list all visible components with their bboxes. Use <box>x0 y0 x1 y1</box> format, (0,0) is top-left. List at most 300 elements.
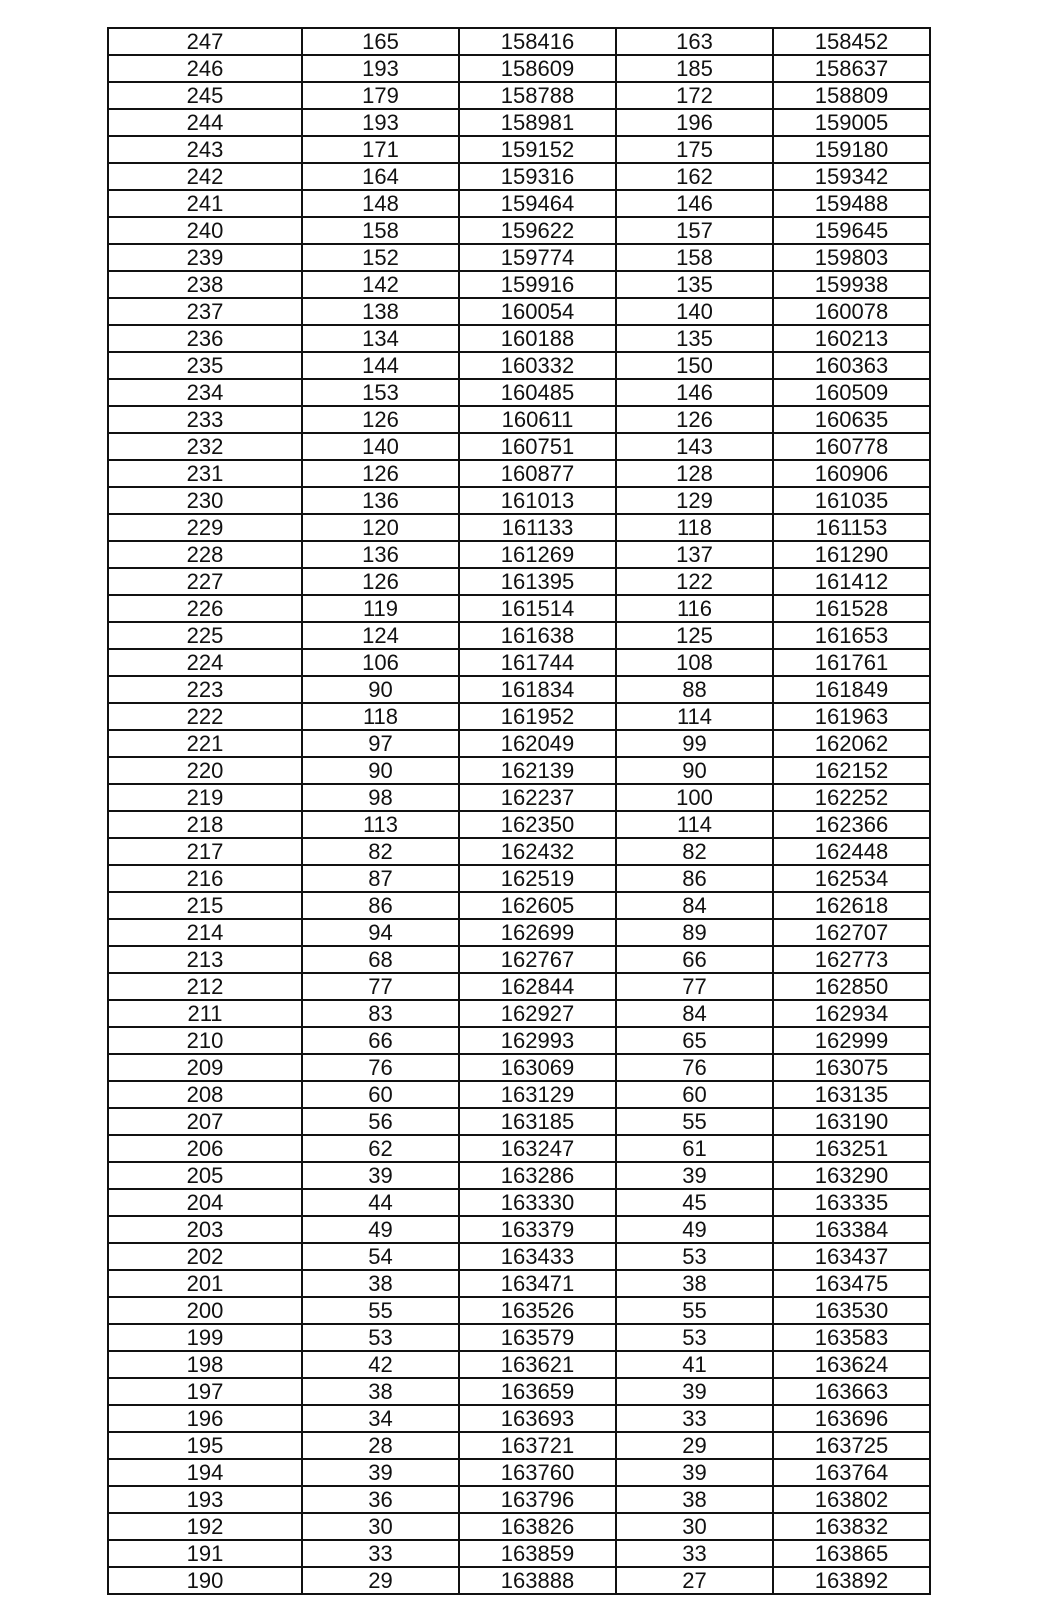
cumulative-cell: 160611 <box>459 406 616 433</box>
score-cell: 205 <box>108 1162 302 1189</box>
count-cell: 126 <box>302 460 459 487</box>
cumulative-cell: 161744 <box>459 649 616 676</box>
count-cell: 126 <box>302 568 459 595</box>
count-cell-2: 89 <box>616 919 773 946</box>
cumulative-cell-2: 161528 <box>773 595 930 622</box>
table-row <box>108 514 930 541</box>
cumulative-cell-2: 163384 <box>773 1216 930 1243</box>
cumulative-cell-2: 161963 <box>773 703 930 730</box>
cumulative-cell-2: 158637 <box>773 55 930 82</box>
table-row <box>108 298 930 325</box>
count-cell: 142 <box>302 271 459 298</box>
table-row <box>108 1000 930 1027</box>
score-cell: 239 <box>108 244 302 271</box>
cumulative-cell: 160485 <box>459 379 616 406</box>
count-cell: 87 <box>302 865 459 892</box>
cumulative-cell-2: 163437 <box>773 1243 930 1270</box>
count-cell-2: 76 <box>616 1054 773 1081</box>
table-row <box>108 1378 930 1405</box>
table-row <box>108 973 930 1000</box>
cumulative-cell: 159774 <box>459 244 616 271</box>
score-cell: 201 <box>108 1270 302 1297</box>
cumulative-cell: 160188 <box>459 325 616 352</box>
score-cell: 203 <box>108 1216 302 1243</box>
count-cell-2: 162 <box>616 163 773 190</box>
score-distribution-table <box>107 27 931 1595</box>
cumulative-cell-2: 163892 <box>773 1567 930 1594</box>
score-cell: 242 <box>108 163 302 190</box>
count-cell-2: 129 <box>616 487 773 514</box>
score-cell: 231 <box>108 460 302 487</box>
table-row <box>108 217 930 244</box>
cumulative-cell-2: 162062 <box>773 730 930 757</box>
cumulative-cell: 158788 <box>459 82 616 109</box>
count-cell-2: 140 <box>616 298 773 325</box>
score-cell: 247 <box>108 28 302 55</box>
table-row <box>108 1459 930 1486</box>
cumulative-cell-2: 160778 <box>773 433 930 460</box>
score-cell: 190 <box>108 1567 302 1594</box>
count-cell: 38 <box>302 1270 459 1297</box>
cumulative-cell-2: 162850 <box>773 973 930 1000</box>
cumulative-cell: 163721 <box>459 1432 616 1459</box>
cumulative-cell-2: 163290 <box>773 1162 930 1189</box>
count-cell: 158 <box>302 217 459 244</box>
table-row <box>108 136 930 163</box>
cumulative-cell: 163796 <box>459 1486 616 1513</box>
count-cell-2: 55 <box>616 1297 773 1324</box>
cumulative-cell-2: 163530 <box>773 1297 930 1324</box>
count-cell: 42 <box>302 1351 459 1378</box>
count-cell: 33 <box>302 1540 459 1567</box>
table-row <box>108 1081 930 1108</box>
count-cell-2: 60 <box>616 1081 773 1108</box>
cumulative-cell-2: 159938 <box>773 271 930 298</box>
count-cell-2: 84 <box>616 1000 773 1027</box>
cumulative-cell: 162927 <box>459 1000 616 1027</box>
table-row <box>108 1324 930 1351</box>
table-row <box>108 649 930 676</box>
cumulative-cell-2: 163764 <box>773 1459 930 1486</box>
count-cell-2: 114 <box>616 811 773 838</box>
count-cell: 113 <box>302 811 459 838</box>
count-cell-2: 27 <box>616 1567 773 1594</box>
count-cell-2: 88 <box>616 676 773 703</box>
count-cell-2: 137 <box>616 541 773 568</box>
table-row <box>108 433 930 460</box>
cumulative-cell: 163659 <box>459 1378 616 1405</box>
cumulative-cell-2: 163802 <box>773 1486 930 1513</box>
cumulative-cell: 163579 <box>459 1324 616 1351</box>
cumulative-cell: 163433 <box>459 1243 616 1270</box>
cumulative-cell-2: 160078 <box>773 298 930 325</box>
score-cell: 217 <box>108 838 302 865</box>
score-cell: 193 <box>108 1486 302 1513</box>
table-row <box>108 244 930 271</box>
count-cell-2: 39 <box>616 1459 773 1486</box>
count-cell: 82 <box>302 838 459 865</box>
cumulative-cell-2: 162618 <box>773 892 930 919</box>
count-cell-2: 185 <box>616 55 773 82</box>
cumulative-cell-2: 162707 <box>773 919 930 946</box>
table-row <box>108 1432 930 1459</box>
cumulative-cell: 161834 <box>459 676 616 703</box>
cumulative-cell-2: 162152 <box>773 757 930 784</box>
cumulative-cell: 161514 <box>459 595 616 622</box>
cumulative-cell-2: 158809 <box>773 82 930 109</box>
count-cell: 171 <box>302 136 459 163</box>
count-cell-2: 196 <box>616 109 773 136</box>
table-row <box>108 1243 930 1270</box>
score-cell: 196 <box>108 1405 302 1432</box>
score-cell: 240 <box>108 217 302 244</box>
count-cell-2: 118 <box>616 514 773 541</box>
cumulative-cell: 162767 <box>459 946 616 973</box>
score-cell: 237 <box>108 298 302 325</box>
count-cell: 138 <box>302 298 459 325</box>
score-cell: 236 <box>108 325 302 352</box>
count-cell: 124 <box>302 622 459 649</box>
cumulative-cell: 163247 <box>459 1135 616 1162</box>
count-cell: 39 <box>302 1459 459 1486</box>
count-cell: 94 <box>302 919 459 946</box>
cumulative-cell-2: 162448 <box>773 838 930 865</box>
cumulative-cell-2: 161290 <box>773 541 930 568</box>
cumulative-cell: 161952 <box>459 703 616 730</box>
cumulative-cell: 158609 <box>459 55 616 82</box>
count-cell: 126 <box>302 406 459 433</box>
score-cell: 194 <box>108 1459 302 1486</box>
count-cell-2: 45 <box>616 1189 773 1216</box>
count-cell-2: 82 <box>616 838 773 865</box>
count-cell: 55 <box>302 1297 459 1324</box>
cumulative-cell: 162139 <box>459 757 616 784</box>
cumulative-cell: 161395 <box>459 568 616 595</box>
cumulative-cell: 159622 <box>459 217 616 244</box>
count-cell-2: 61 <box>616 1135 773 1162</box>
cumulative-cell-2: 161153 <box>773 514 930 541</box>
cumulative-cell-2: 163135 <box>773 1081 930 1108</box>
count-cell-2: 86 <box>616 865 773 892</box>
table-row <box>108 406 930 433</box>
cumulative-cell: 160877 <box>459 460 616 487</box>
table-row <box>108 379 930 406</box>
table-row <box>108 163 930 190</box>
cumulative-cell: 163621 <box>459 1351 616 1378</box>
cumulative-cell: 163760 <box>459 1459 616 1486</box>
count-cell: 49 <box>302 1216 459 1243</box>
table-row <box>108 325 930 352</box>
table-row <box>108 28 930 55</box>
cumulative-cell-2: 163624 <box>773 1351 930 1378</box>
table-row <box>108 1054 930 1081</box>
cumulative-cell: 162049 <box>459 730 616 757</box>
cumulative-cell-2: 160635 <box>773 406 930 433</box>
count-cell-2: 84 <box>616 892 773 919</box>
cumulative-cell: 160332 <box>459 352 616 379</box>
count-cell-2: 38 <box>616 1486 773 1513</box>
count-cell: 34 <box>302 1405 459 1432</box>
count-cell-2: 30 <box>616 1513 773 1540</box>
count-cell-2: 53 <box>616 1324 773 1351</box>
score-cell: 230 <box>108 487 302 514</box>
cumulative-cell-2: 160906 <box>773 460 930 487</box>
table-row <box>108 622 930 649</box>
cumulative-cell: 162605 <box>459 892 616 919</box>
cumulative-cell-2: 163475 <box>773 1270 930 1297</box>
cumulative-cell-2: 160509 <box>773 379 930 406</box>
cumulative-cell-2: 163335 <box>773 1189 930 1216</box>
table-row <box>108 1162 930 1189</box>
table-row <box>108 1216 930 1243</box>
count-cell: 148 <box>302 190 459 217</box>
cumulative-cell-2: 162534 <box>773 865 930 892</box>
cumulative-cell-2: 161035 <box>773 487 930 514</box>
count-cell: 39 <box>302 1162 459 1189</box>
score-cell: 197 <box>108 1378 302 1405</box>
cumulative-cell: 163859 <box>459 1540 616 1567</box>
cumulative-cell: 161013 <box>459 487 616 514</box>
count-cell: 77 <box>302 973 459 1000</box>
count-cell-2: 135 <box>616 271 773 298</box>
count-cell: 152 <box>302 244 459 271</box>
cumulative-cell-2: 159803 <box>773 244 930 271</box>
count-cell: 106 <box>302 649 459 676</box>
count-cell-2: 38 <box>616 1270 773 1297</box>
table-row <box>108 190 930 217</box>
count-cell-2: 33 <box>616 1405 773 1432</box>
score-cell: 221 <box>108 730 302 757</box>
cumulative-cell-2: 163663 <box>773 1378 930 1405</box>
cumulative-cell-2: 162934 <box>773 1000 930 1027</box>
count-cell-2: 150 <box>616 352 773 379</box>
count-cell-2: 39 <box>616 1162 773 1189</box>
cumulative-cell: 163185 <box>459 1108 616 1135</box>
score-cell: 207 <box>108 1108 302 1135</box>
count-cell: 165 <box>302 28 459 55</box>
table-row <box>108 1189 930 1216</box>
cumulative-cell: 163330 <box>459 1189 616 1216</box>
cumulative-cell: 163471 <box>459 1270 616 1297</box>
count-cell: 36 <box>302 1486 459 1513</box>
count-cell: 38 <box>302 1378 459 1405</box>
cumulative-cell: 162350 <box>459 811 616 838</box>
count-cell: 90 <box>302 676 459 703</box>
cumulative-cell: 162699 <box>459 919 616 946</box>
table-row <box>108 1108 930 1135</box>
table-row <box>108 1135 930 1162</box>
table-row <box>108 730 930 757</box>
score-cell: 208 <box>108 1081 302 1108</box>
count-cell: 53 <box>302 1324 459 1351</box>
table-row <box>108 109 930 136</box>
count-cell-2: 126 <box>616 406 773 433</box>
score-cell: 216 <box>108 865 302 892</box>
count-cell: 29 <box>302 1567 459 1594</box>
count-cell-2: 90 <box>616 757 773 784</box>
table-row <box>108 55 930 82</box>
cumulative-cell: 158416 <box>459 28 616 55</box>
cumulative-cell: 162519 <box>459 865 616 892</box>
table-row <box>108 1486 930 1513</box>
table-row <box>108 271 930 298</box>
cumulative-cell: 163526 <box>459 1297 616 1324</box>
score-cell: 191 <box>108 1540 302 1567</box>
score-cell: 225 <box>108 622 302 649</box>
count-cell-2: 114 <box>616 703 773 730</box>
score-cell: 233 <box>108 406 302 433</box>
cumulative-cell: 163069 <box>459 1054 616 1081</box>
score-cell: 213 <box>108 946 302 973</box>
table-row <box>108 460 930 487</box>
count-cell: 144 <box>302 352 459 379</box>
cumulative-cell: 159316 <box>459 163 616 190</box>
count-cell: 83 <box>302 1000 459 1027</box>
cumulative-cell-2: 161761 <box>773 649 930 676</box>
count-cell-2: 128 <box>616 460 773 487</box>
table-row <box>108 595 930 622</box>
score-cell: 199 <box>108 1324 302 1351</box>
cumulative-cell: 162237 <box>459 784 616 811</box>
table-row <box>108 1351 930 1378</box>
cumulative-cell: 162993 <box>459 1027 616 1054</box>
count-cell-2: 55 <box>616 1108 773 1135</box>
count-cell-2: 157 <box>616 217 773 244</box>
table-row <box>108 919 930 946</box>
count-cell: 60 <box>302 1081 459 1108</box>
score-cell: 232 <box>108 433 302 460</box>
cumulative-cell: 161133 <box>459 514 616 541</box>
score-cell: 222 <box>108 703 302 730</box>
cumulative-cell: 163379 <box>459 1216 616 1243</box>
score-cell: 206 <box>108 1135 302 1162</box>
cumulative-cell: 162432 <box>459 838 616 865</box>
count-cell-2: 108 <box>616 649 773 676</box>
cumulative-cell: 160751 <box>459 433 616 460</box>
cumulative-cell: 159152 <box>459 136 616 163</box>
cumulative-cell-2: 159342 <box>773 163 930 190</box>
cumulative-cell: 160054 <box>459 298 616 325</box>
score-cell: 226 <box>108 595 302 622</box>
count-cell-2: 100 <box>616 784 773 811</box>
table-row <box>108 568 930 595</box>
score-cell: 241 <box>108 190 302 217</box>
cumulative-cell-2: 160213 <box>773 325 930 352</box>
table-row <box>108 487 930 514</box>
score-cell: 235 <box>108 352 302 379</box>
table-row <box>108 82 930 109</box>
score-cell: 198 <box>108 1351 302 1378</box>
count-cell: 97 <box>302 730 459 757</box>
score-cell: 211 <box>108 1000 302 1027</box>
table-row <box>108 676 930 703</box>
score-cell: 224 <box>108 649 302 676</box>
score-cell: 219 <box>108 784 302 811</box>
cumulative-cell-2: 159005 <box>773 109 930 136</box>
score-cell: 234 <box>108 379 302 406</box>
count-cell-2: 172 <box>616 82 773 109</box>
table-row <box>108 1027 930 1054</box>
count-cell: 153 <box>302 379 459 406</box>
score-cell: 246 <box>108 55 302 82</box>
cumulative-cell: 158981 <box>459 109 616 136</box>
table-row <box>108 811 930 838</box>
count-cell-2: 122 <box>616 568 773 595</box>
cumulative-cell-2: 163696 <box>773 1405 930 1432</box>
cumulative-cell: 163888 <box>459 1567 616 1594</box>
cumulative-cell-2: 161849 <box>773 676 930 703</box>
count-cell-2: 135 <box>616 325 773 352</box>
cumulative-cell: 163826 <box>459 1513 616 1540</box>
table-row <box>108 703 930 730</box>
cumulative-cell-2: 163725 <box>773 1432 930 1459</box>
count-cell: 140 <box>302 433 459 460</box>
cumulative-cell-2: 159180 <box>773 136 930 163</box>
score-cell: 243 <box>108 136 302 163</box>
count-cell: 164 <box>302 163 459 190</box>
cumulative-cell: 163286 <box>459 1162 616 1189</box>
score-cell: 210 <box>108 1027 302 1054</box>
cumulative-cell: 159916 <box>459 271 616 298</box>
count-cell: 193 <box>302 55 459 82</box>
count-cell-2: 125 <box>616 622 773 649</box>
score-cell: 238 <box>108 271 302 298</box>
count-cell: 86 <box>302 892 459 919</box>
count-cell-2: 65 <box>616 1027 773 1054</box>
count-cell-2: 53 <box>616 1243 773 1270</box>
cumulative-cell: 159464 <box>459 190 616 217</box>
table-row <box>108 1540 930 1567</box>
count-cell-2: 175 <box>616 136 773 163</box>
cumulative-cell: 161638 <box>459 622 616 649</box>
score-cell: 212 <box>108 973 302 1000</box>
count-cell: 120 <box>302 514 459 541</box>
cumulative-cell: 163129 <box>459 1081 616 1108</box>
score-cell: 200 <box>108 1297 302 1324</box>
cumulative-cell-2: 159488 <box>773 190 930 217</box>
cumulative-cell-2: 163190 <box>773 1108 930 1135</box>
score-cell: 202 <box>108 1243 302 1270</box>
table-row <box>108 946 930 973</box>
count-cell: 136 <box>302 541 459 568</box>
count-cell-2: 33 <box>616 1540 773 1567</box>
score-cell: 218 <box>108 811 302 838</box>
count-cell-2: 39 <box>616 1378 773 1405</box>
table-row <box>108 1405 930 1432</box>
table-row <box>108 1567 930 1594</box>
count-cell: 90 <box>302 757 459 784</box>
count-cell-2: 49 <box>616 1216 773 1243</box>
count-cell-2: 158 <box>616 244 773 271</box>
count-cell: 76 <box>302 1054 459 1081</box>
cumulative-cell: 163693 <box>459 1405 616 1432</box>
count-cell-2: 29 <box>616 1432 773 1459</box>
score-cell: 220 <box>108 757 302 784</box>
cumulative-cell-2: 161412 <box>773 568 930 595</box>
count-cell: 66 <box>302 1027 459 1054</box>
cumulative-cell: 161269 <box>459 541 616 568</box>
count-cell-2: 146 <box>616 379 773 406</box>
score-cell: 223 <box>108 676 302 703</box>
count-cell-2: 41 <box>616 1351 773 1378</box>
cumulative-cell-2: 163075 <box>773 1054 930 1081</box>
table-row <box>108 352 930 379</box>
count-cell: 62 <box>302 1135 459 1162</box>
count-cell: 119 <box>302 595 459 622</box>
count-cell: 179 <box>302 82 459 109</box>
score-cell: 245 <box>108 82 302 109</box>
count-cell-2: 66 <box>616 946 773 973</box>
